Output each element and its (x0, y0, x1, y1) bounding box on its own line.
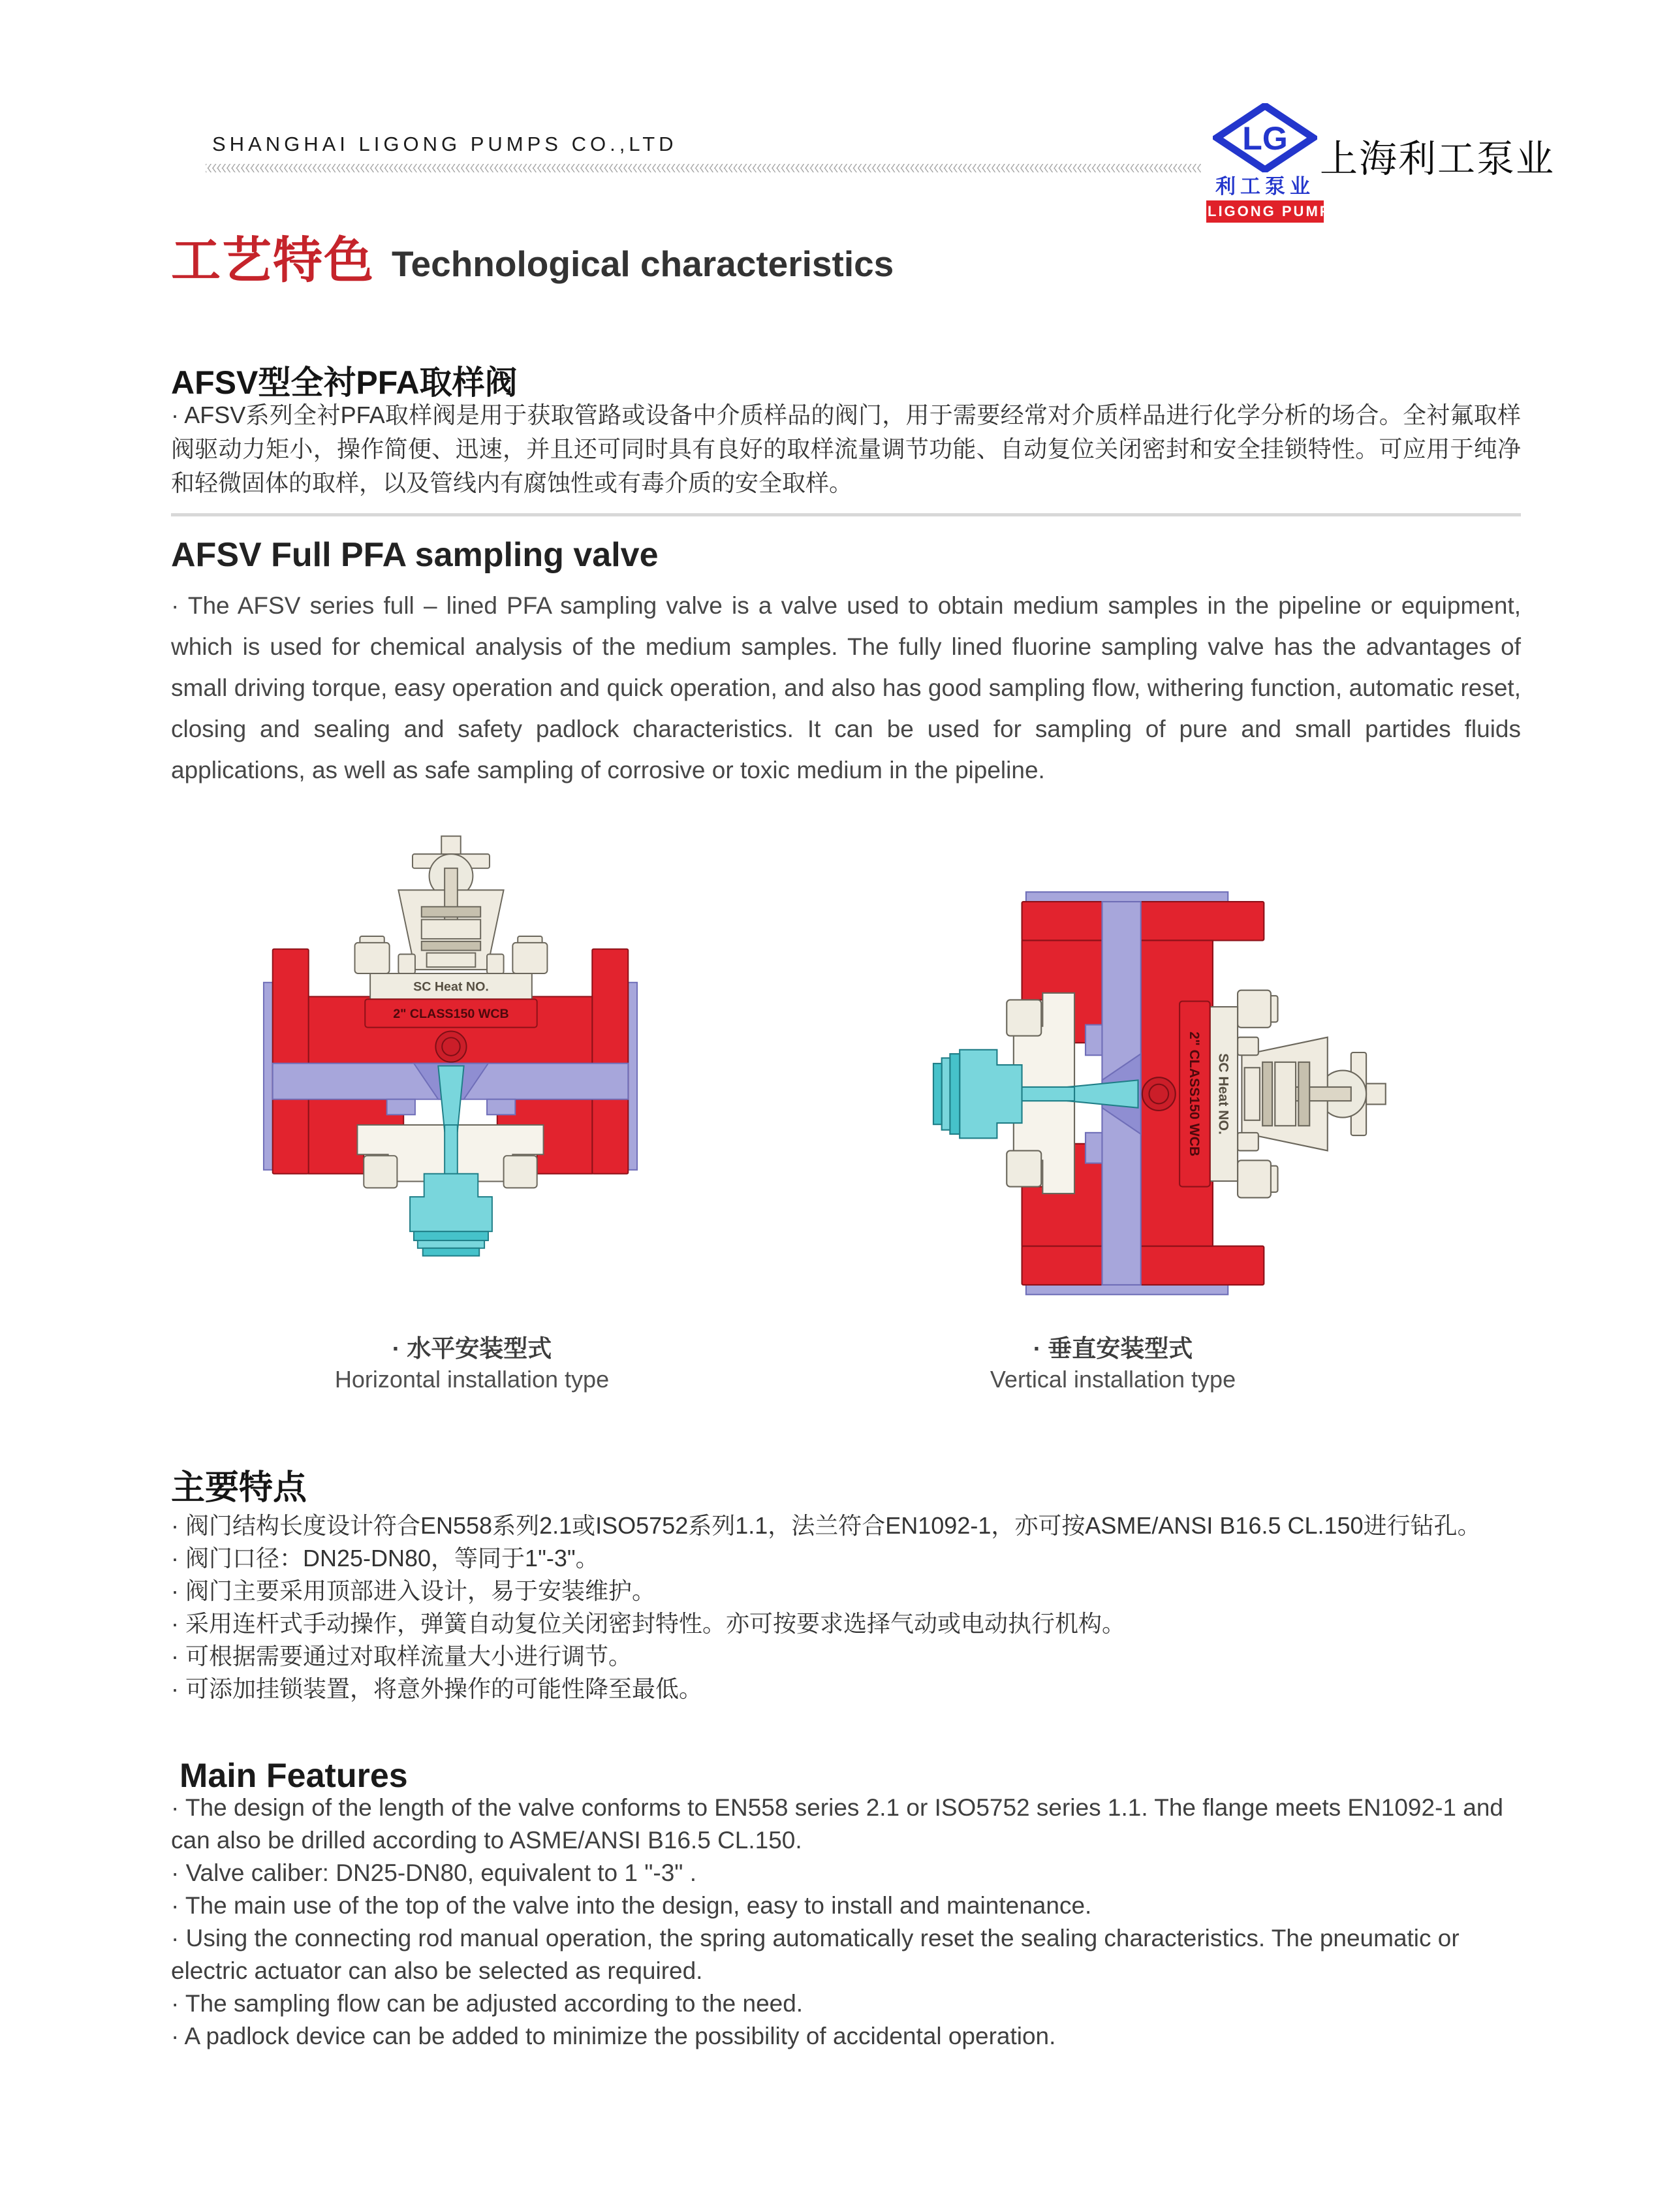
section-divider (171, 513, 1521, 516)
feature-item-en: · The sampling flow can be adjusted according to the need. (171, 1990, 804, 2017)
feature-item-en: · The main use of the top of the valve into the design, easy to install and maintenance. (171, 1892, 1092, 1919)
valve-figure-vertical (917, 889, 1394, 1297)
logo-cn-text: 利工泵业 (1215, 175, 1315, 198)
page-title-en: Technological characteristics (392, 243, 894, 284)
company-logo (1206, 103, 1332, 223)
valve-figure-horizontal (261, 834, 640, 1265)
features-heading-en: Main Features (180, 1757, 408, 1795)
feature-item-cn: · 可添加挂锁装置，将意外操作的可能性降至最低。 (171, 1675, 702, 1702)
chevron-divider (206, 164, 1201, 172)
caption-vertical-cn: · 垂直安装型式 (1033, 1335, 1193, 1362)
feature-item-en: · The design of the length of the valve conforms to EN558 series 2.1 or ISO5752 series 1.1. The flange meets EN1092-1 and can also be drilled according to ASME/ANSI B16.5 CL.150. (171, 1794, 1503, 1854)
feature-item-cn: · 采用连杆式手动操作，弹簧自动复位关闭密封特性。亦可按要求选择气动或电动执行机构。 (171, 1610, 1125, 1637)
caption-vertical (917, 1333, 1309, 1395)
feature-item-cn: · 可根据需要通过对取样流量大小进行调节。 (171, 1643, 632, 1669)
features-heading-cn: 主要特点 (171, 1469, 307, 1507)
section-heading-en: AFSV Full PFA sampling valve (171, 536, 659, 574)
section-heading-cn: AFSV型全衬PFA取样阀 (171, 364, 518, 401)
caption-horizontal-en: Horizontal installation type (334, 1366, 610, 1393)
feature-item-cn: · 阀门口径：DN25-DN80，等同于1"-3"。 (171, 1545, 599, 1572)
logo-banner: LIGONG PUMP (1206, 200, 1324, 223)
feature-item-en: · Valve caliber: DN25-DN80, equivalent to 1 "-3" . (171, 1859, 697, 1886)
feature-item-en: · Using the connecting rod manual operation, the spring automatically reset the sealing characteristics. The pneumatic or electric actuator can also be selected as required. (171, 1925, 1460, 1984)
feature-item-en: · A padlock device can be added to minimize the possibility of accidental operation. (171, 2023, 1056, 2049)
company-name: SHANGHAI LIGONG PUMPS CO.,LTD (212, 133, 678, 155)
feature-item-cn: · 阀门主要采用顶部进入设计，易于安装维护。 (171, 1577, 655, 1604)
page-title-cn: 工艺特色 (171, 233, 375, 289)
features-list-en (171, 1792, 1521, 2053)
logo-monogram: LG (1242, 120, 1288, 157)
section-body-cn: · AFSV系列全衬PFA取样阀是用于获取管路或设备中介质样品的阀门，用于需要经常对介质样品进行化学分析的场合。全衬氟取样阀驱动力矩小，操作简便、迅速，并且还可同时具有良好的取样流量调节功能、自动复位关闭密封和安全挂锁特性。可应用于纯净和轻微固体的取样，以及管线内有腐蚀性或有毒介质的安全取样。 (171, 402, 1521, 496)
feature-item-cn: · 阀门结构长度设计符合EN558系列2.1或ISO5752系列1.1，法兰符合EN1092-1，亦可按ASME/ANSI B16.5 CL.150进行钻孔。 (171, 1512, 1481, 1539)
caption-horizontal-cn: · 水平安装型式 (392, 1335, 552, 1362)
section-body-en: · The AFSV series full – lined PFA sampling valve is a valve used to obtain medium samples in the pipeline or equipment, which is used for chemical analysis of the medium samples. The fully lined fluorine sampling valve has the advantages of small driving torque, easy operation and quick operation, and also has good sampling flow, withering function, automatic reset, closing and sealing and safety padlock characteristics. It can be used for sampling of pure and small partides fluids applications, as well as safe sampling of corrosive or toxic medium in the pipeline. (171, 592, 1521, 783)
features-list-cn (171, 1509, 1521, 1705)
brand-name-cn: 上海利工泵业 (1320, 138, 1555, 180)
page-title (171, 233, 894, 289)
caption-horizontal (276, 1333, 668, 1395)
logo-diamond-icon (1213, 103, 1317, 172)
caption-vertical-en: Vertical installation type (990, 1366, 1236, 1393)
